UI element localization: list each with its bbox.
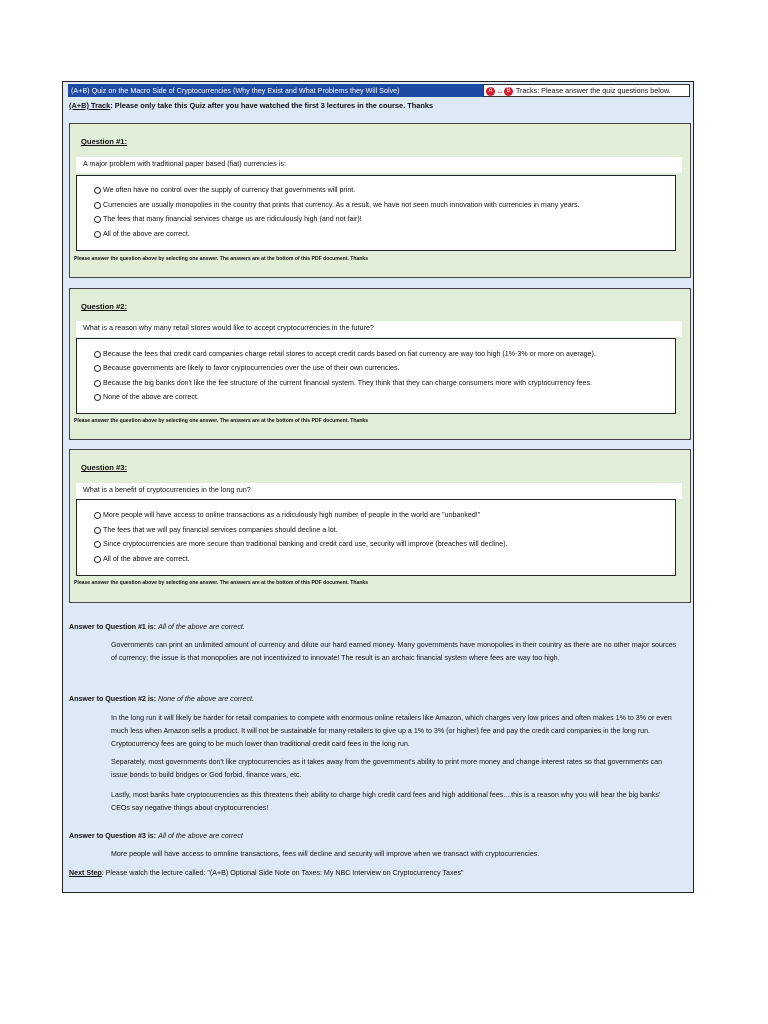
- tracks-logo-icon: A: [486, 87, 495, 96]
- answer-2-explanation-2: Separately, most governments don't like cryptocurrencies as it takes away from the government's ability to print more money and change interest rates so that governments can issue bonds to build bridges or God forbid, finance wars, etc.: [111, 758, 663, 779]
- question-2-text: What is a reason why many retail stores would like to accept cryptocurrencies in the future?: [76, 321, 682, 337]
- question-2-note: Please answer the question above by selecting one answer. The answers are at the bottom of this PDF document. Thanks: [74, 418, 369, 424]
- option-label: Because the fees that credit card companies charge retail stores to accept credit cards based on fiat currency are way too high (1%-3% or more on average).: [103, 350, 596, 358]
- q2-option-1[interactable]: [94, 350, 596, 358]
- answer-1-explanation: Governments can print an unlimited amount of currency and dilute our hard earned money. Many governments have monopolies in their country as there are no other major sources of currency; the issue is that monopolies are not incentivized to innovate! The result is an archaic financial system where fees are way too high.: [111, 641, 677, 662]
- question-2-options: [76, 338, 676, 414]
- track-label: (A+B) Track: [69, 101, 111, 110]
- radio-button[interactable]: [94, 556, 101, 563]
- question-1-options: [76, 175, 676, 251]
- question-1-note: Please answer the question above by selecting one answer. The answers are at the bottom of this PDF document. Thanks: [74, 256, 369, 262]
- option-label: Because governments are likely to favor cryptocurrencies over the use of their own currencies.: [103, 364, 400, 372]
- q1-option-4[interactable]: [94, 230, 190, 238]
- quiz-title-bar: (A+B) Quiz on the Macro Side of Cryptocurrencies (Why they Exist and What Problems they Will Solve): [68, 84, 483, 97]
- question-2-box: [69, 288, 691, 440]
- option-label: The fees that many financial services charge us are ridiculously high (and not fair)!: [103, 215, 362, 223]
- question-2-label: Question #2:: [81, 302, 127, 311]
- track-instruction-text: : Please only take this Quiz after you have watched the first 3 lectures in the course. Thanks: [110, 101, 434, 110]
- q3-option-3[interactable]: [94, 540, 508, 548]
- question-3-text: What is a benefit of cryptocurrencies in the long run?: [76, 483, 682, 499]
- quiz-sheet: [62, 81, 694, 893]
- radio-button[interactable]: [94, 231, 101, 238]
- option-label: Since cryptocurrencies are more secure than traditional banking and credit card use, security will improve (breaches will decline).: [103, 540, 508, 548]
- answer-2-explanation-1: In the long run it will likely be harder for retail companies to compete with enormous online retailers like Amazon, which charges very low prices and often makes 1% to 3% or even much less when Amazon sells a product. It will not be sustainable for many retailers to give up a 1% to 3% (or higher) fee and pay the credit card companies in the long run. Cryptocurrency fees are going to be much lower than traditional credit card fees in the long run.: [111, 714, 672, 748]
- question-1-text: A major problem with traditional paper based (fiat) currencies is:: [76, 157, 682, 173]
- answer-2-explanation-3: Lastly, most banks hate cryptocurrencies as this threatens their ability to charge high credit card fees and high additional fees....this is a reason why you will hear the big banks' CEOs say negative things about cryptocurrencies!: [111, 791, 661, 812]
- q1-option-3[interactable]: [94, 215, 362, 223]
- q2-option-2[interactable]: [94, 364, 400, 372]
- answer-1-heading: [69, 623, 245, 631]
- next-step-label: Next Step: [69, 869, 102, 877]
- question-3-options: [76, 499, 676, 576]
- option-label: Currencies are usually monopolies in the country that prints that currency. As a result, we have not seen much innovation with currencies in many years.: [103, 201, 580, 209]
- radio-button[interactable]: [94, 365, 101, 372]
- question-1-label: Question #1:: [81, 137, 127, 146]
- answer-2-heading: [69, 695, 254, 703]
- radio-button[interactable]: [94, 527, 101, 534]
- question-3-label: Question #3:: [81, 463, 127, 472]
- track-instruction: [69, 101, 433, 110]
- tracks-banner: [483, 84, 690, 97]
- option-label: None of the above are correct.: [103, 393, 199, 401]
- option-label: We often have no control over the supply of currency that governments will print.: [103, 186, 356, 194]
- radio-button[interactable]: [94, 202, 101, 209]
- question-1-box: [69, 123, 691, 278]
- radio-button[interactable]: [94, 394, 101, 401]
- question-3-note: Please answer the question above by selecting one answer. The answers are at the bottom of this PDF document. Thanks: [74, 580, 369, 586]
- q1-option-2[interactable]: [94, 201, 580, 209]
- next-step: [69, 869, 464, 877]
- q2-option-3[interactable]: [94, 379, 592, 387]
- radio-button[interactable]: [94, 351, 101, 358]
- answer-3-explanation: More people will have access to omnline transactions, fees will decline and security will improve when we transact with cryptocurrencies.: [111, 850, 540, 858]
- answer-2-value: None of the above are correct.: [158, 695, 254, 703]
- tracks-arrow-icon: ↔: [496, 86, 504, 96]
- answer-1-label: Answer to Question #1 is:: [69, 623, 157, 631]
- question-3-box: [69, 449, 691, 603]
- radio-button[interactable]: [94, 380, 101, 387]
- q3-option-4[interactable]: [94, 555, 190, 563]
- answer-3-label: Answer to Question #3 is:: [69, 832, 157, 840]
- radio-button[interactable]: [94, 512, 101, 519]
- option-label: All of the above are correct.: [103, 230, 190, 238]
- option-label: All of the above are correct.: [103, 555, 190, 563]
- q3-option-2[interactable]: [94, 526, 338, 534]
- radio-button[interactable]: [94, 541, 101, 548]
- tracks-text: Tracks: Please answer the quiz questions below.: [515, 86, 671, 95]
- q2-option-4[interactable]: [94, 393, 199, 401]
- answer-3-value: All of the above are correct: [158, 832, 243, 840]
- tracks-logo-icon-b: B: [504, 87, 513, 96]
- next-step-text: : Please watch the lecture called: "(A+B) Optional Side Note on Taxes: My NBC Interview on Cryptocurrency Taxes": [101, 869, 464, 877]
- option-label: More people will have access to online transactions as a ridiculously high number of people in the world are "unbanked!": [103, 511, 481, 519]
- radio-button[interactable]: [94, 216, 101, 223]
- answer-1-value: All of the above are correct.: [158, 623, 245, 631]
- answer-2-label: Answer to Question #2 is:: [69, 695, 157, 703]
- answer-3-heading: [69, 832, 243, 840]
- radio-button[interactable]: [94, 187, 101, 194]
- q3-option-1[interactable]: [94, 511, 480, 519]
- option-label: Because the big banks don't like the fee structure of the current financial system. They think that they can charge consumers more with cryptocurrency fees.: [103, 379, 592, 387]
- q1-option-1[interactable]: [94, 186, 355, 194]
- option-label: The fees that we will pay financial services companies should decline a lot.: [103, 526, 338, 534]
